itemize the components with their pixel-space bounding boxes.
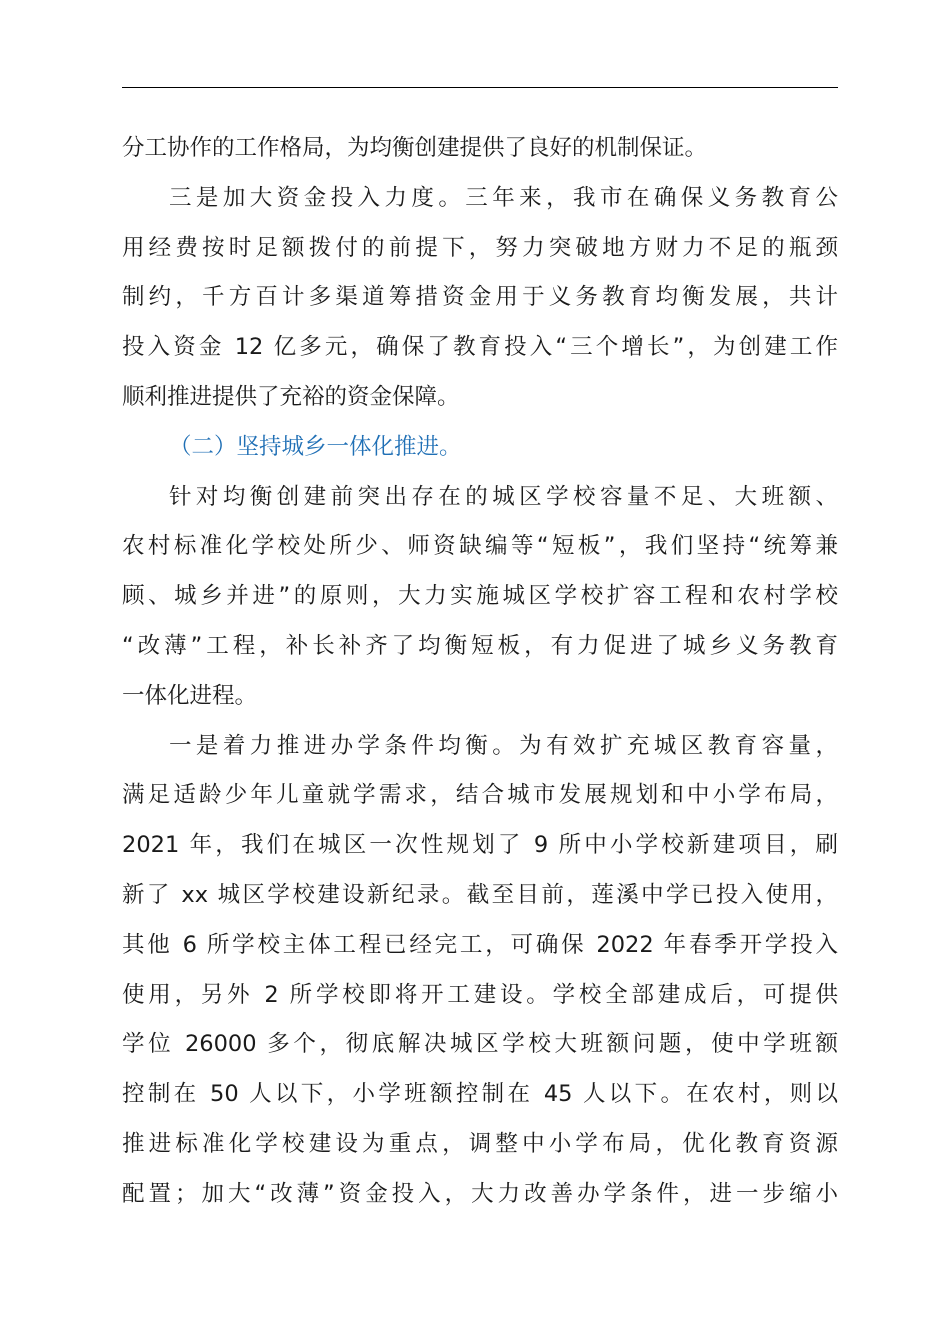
paragraph-line: 用经费按时足额拨付的前提下，努力突破地方财力不足的瓶颈 [122, 234, 838, 261]
paragraph-line: 推进标准化学校建设为重点，调整中小学布局，优化教育资源 [122, 1130, 838, 1157]
paragraph-line: 学位 26000 多个，彻底解决城区学校大班额问题，使中学班额 [122, 1031, 838, 1058]
paragraph-line: 一是着力推进办学条件均衡。为有效扩充城区教育容量， [169, 732, 838, 759]
paragraph-line: 2021 年，我们在城区一次性规划了 9 所中小学校新建项目，刷 [122, 832, 838, 859]
paragraph-line: 其他 6 所学校主体工程已经完工，可确保 2022 年春季开学投入 [122, 931, 838, 958]
paragraph-line: 配置；加大“改薄”资金投入，大力改善办学条件，进一步缩小 [122, 1180, 838, 1207]
paragraph-line: 投入资金 12 亿多元，确保了教育投入“三个增长”，为创建工作 [122, 334, 838, 361]
paragraph-line: 控制在 50 人以下，小学班额控制在 45 人以下。在农村，则以 [122, 1081, 838, 1108]
document-body [122, 124, 838, 1220]
header-rule [122, 87, 838, 88]
paragraph-line: 分工协作的工作格局，为均衡创建提供了良好的机制保证。 [122, 135, 708, 161]
paragraph-line: 使用，另外 2 所学校即将开工建设。学校全部建成后，可提供 [122, 981, 838, 1008]
paragraph-line: 三是加大资金投入力度。三年来，我市在确保义务教育公 [169, 184, 838, 211]
paragraph-line: 一体化进程。 [122, 682, 258, 709]
paragraph-line: 新了 xx 城区学校建设新纪录。截至目前，莲溪中学已投入使用， [122, 881, 838, 908]
section-heading: （二）坚持城乡一体化推进。 [169, 433, 462, 460]
paragraph-line: 顾、城乡并进”的原则，大力实施城区学校扩容工程和农村学校 [122, 583, 838, 610]
paragraph-line: 制约，千方百计多渠道筹措资金用于义务教育均衡发展，共计 [122, 284, 838, 311]
paragraph-line: 农村标准化学校处所少、师资缺编等“短板”，我们坚持“统筹兼 [122, 533, 838, 560]
paragraph-line: 针对均衡创建前突出存在的城区学校容量不足、大班额、 [169, 483, 838, 510]
paragraph-line: 满足适龄少年儿童就学需求，结合城市发展规划和中小学布局， [122, 782, 838, 809]
paragraph-line: 顺利推进提供了充裕的资金保障。 [122, 383, 460, 410]
paragraph-line: “改薄”工程，补长补齐了均衡短板，有力促进了城乡义务教育 [122, 632, 838, 659]
